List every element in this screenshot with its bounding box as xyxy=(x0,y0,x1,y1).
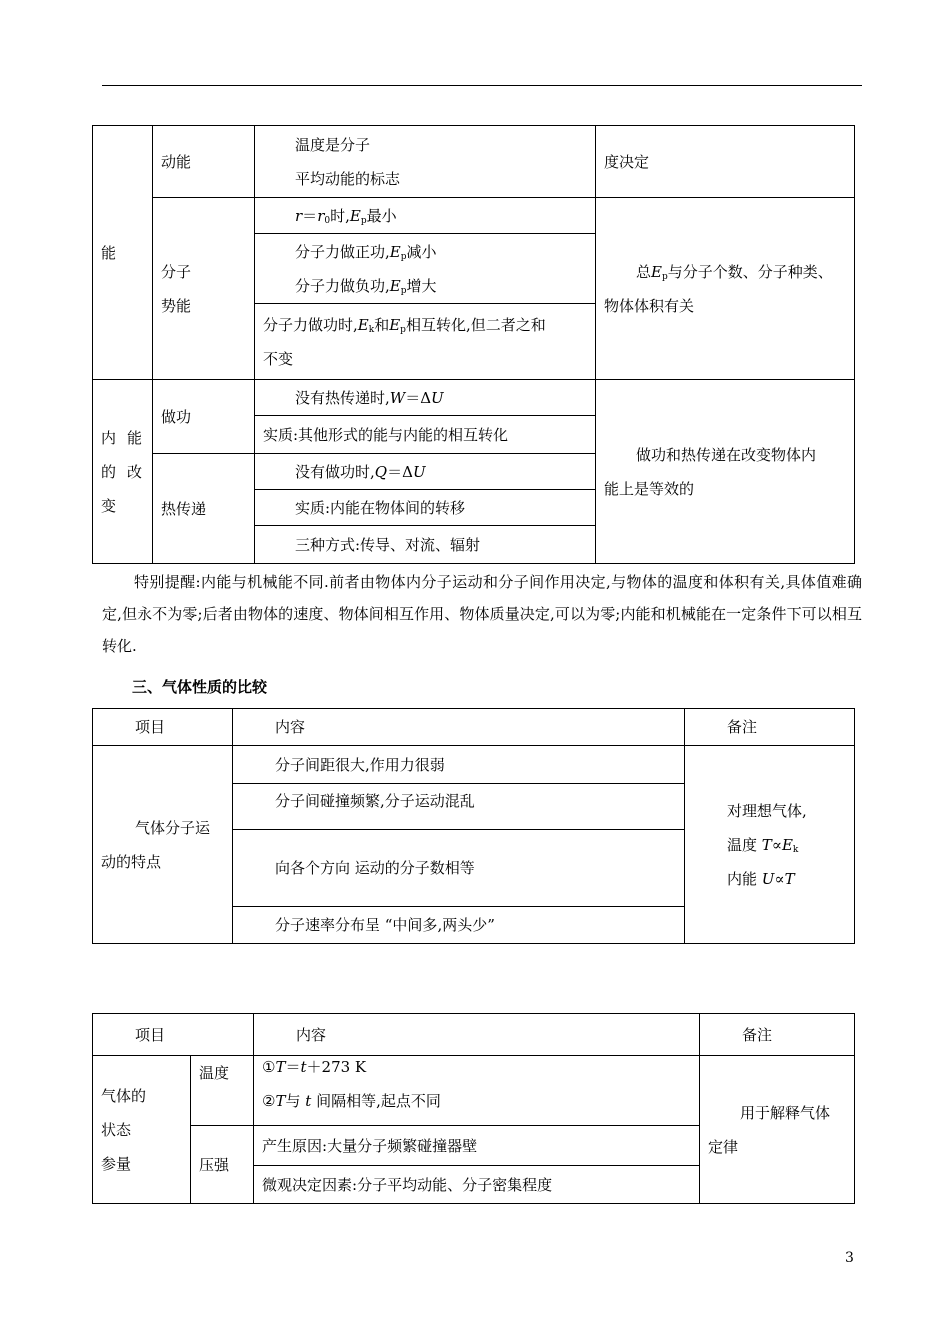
header-rule xyxy=(102,85,862,86)
header-note: 备注 xyxy=(700,1014,855,1056)
content-row: 分子间碰撞频繁,分子运动混乱 xyxy=(233,784,685,830)
label-potential: 分子 势能 xyxy=(153,198,255,380)
change-note: 做功和热传递在改变物体内 能上是等效的 xyxy=(596,380,855,564)
label-work: 做功 xyxy=(153,380,255,454)
state-parameter-table xyxy=(92,1013,855,1204)
label-pressure: 压强 xyxy=(191,1126,254,1204)
header-content: 内容 xyxy=(254,1014,700,1056)
potential-row-min: $r=r_0$时$,E_p$最小 xyxy=(255,198,596,234)
content-row: 向各个方向 运动的分子数相等 xyxy=(233,830,685,907)
header-item: 项目 xyxy=(93,709,233,746)
label-kinetic: 动能 xyxy=(153,126,255,198)
label-heat: 热传递 xyxy=(153,454,255,564)
header-content: 内容 xyxy=(233,709,685,746)
kinetic-content: 温度是分子 平均动能的标志 xyxy=(255,126,596,198)
work-row-no-heat: 没有热传递时,W＝ΔU xyxy=(255,380,596,416)
gas-molecule-table xyxy=(92,708,855,944)
state-parameter-note: 用于解释气体 定律 xyxy=(700,1056,855,1204)
category-energy: 能 xyxy=(93,126,153,380)
heat-row-essence: 实质:内能在物体间的转移 xyxy=(255,490,596,526)
pressure-cause: 产生原因:大量分子频繁碰撞器壁 xyxy=(254,1126,700,1166)
page-number: 3 xyxy=(845,1250,854,1266)
content-row: 分子速率分布呈 “中间多,两头少” xyxy=(233,907,685,944)
gas-motion-note: 对理想气体, 温度 $T\propto E_k$ 内能 U∝T xyxy=(685,746,855,944)
work-row-essence: 实质:其他形式的能与内能的相互转化 xyxy=(255,416,596,454)
gas-motion-item: 气体分子运 动的特点 xyxy=(93,746,233,944)
content-row: 分子间距很大,作用力很弱 xyxy=(233,746,685,784)
heat-row-no-work: 没有做功时,Q＝ΔU xyxy=(255,454,596,490)
potential-row-work: 分子力做正功$,E_p$减小 分子力做负功$,E_p$增大 xyxy=(255,234,596,304)
state-parameter-item: 气体的 状态 参量 xyxy=(93,1056,191,1204)
header-item: 项目 xyxy=(93,1014,254,1056)
kinetic-note: 度决定 xyxy=(596,126,855,198)
category-change: 内能 的改 变 xyxy=(93,380,153,564)
temperature-content: ①T＝t＋273 K ②T与 t 间隔相等,起点不同 xyxy=(254,1056,700,1126)
label-temperature: 温度 xyxy=(191,1056,254,1126)
potential-row-conversion: 分子力做功时$,E_k$和$E_p$相互转化,但二者之和 不变 xyxy=(255,304,596,380)
special-remark: 特别提醒:内能与机械能不同.前者由物体内分子运动和分子间作用决定,与物体的温度和体积有关,具体值难确定,但永不为零;后者由物体的速度、物体间相互作用、物体质量决定,可以为零;内能和机械能在一定条件下可以相互转化. xyxy=(102,573,862,655)
section-heading: 三、气体性质的比较 xyxy=(132,678,268,696)
internal-energy-table xyxy=(92,125,855,564)
heat-row-modes: 三种方式:传导、对流、辐射 xyxy=(255,526,596,564)
potential-note: 总$E_p$与分子个数、分子种类、 物体体积有关 xyxy=(596,198,855,380)
header-note: 备注 xyxy=(685,709,855,746)
pressure-factors: 微观决定因素:分子平均动能、分子密集程度 xyxy=(254,1166,700,1204)
